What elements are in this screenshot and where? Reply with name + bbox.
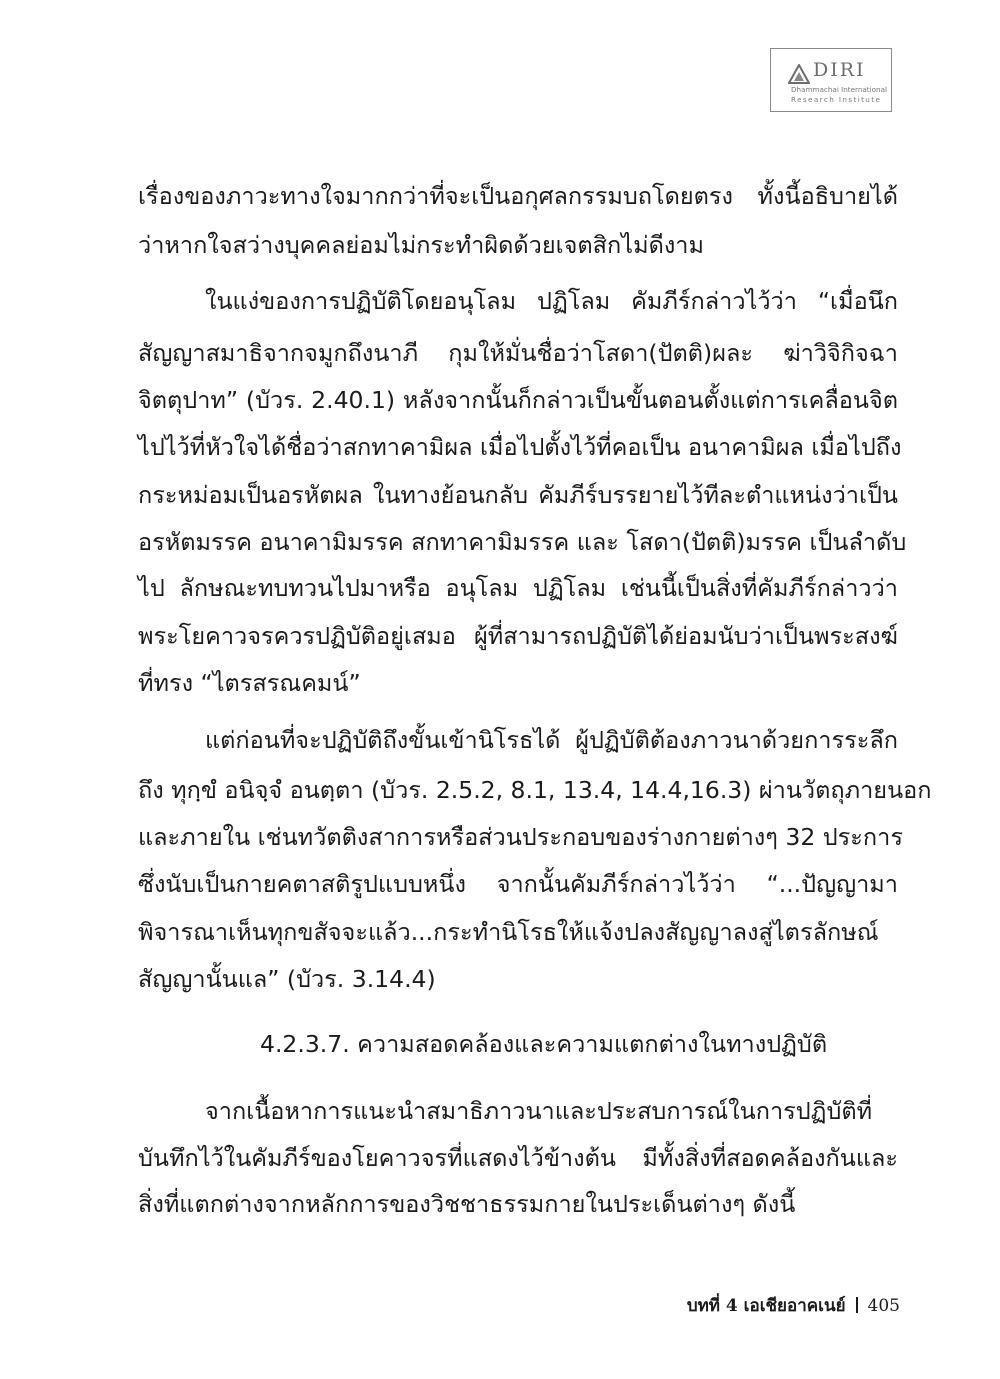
body-line: พระโยคาวจรควรปฏิบัติอยู่เสมอ ผู้ที่สามารถปฏิบัติได้ย่อมนับว่าเป็นพระสงฆ์ — [138, 622, 898, 650]
paragraph-first-line: แต่ก่อนที่จะปฏิบัติถึงขั้นเข้านิโรธได้ ผู้ปฏิบัติต้องภาวนาด้วยการระลึก — [205, 726, 898, 754]
body-line: จิตตุปาท” (บัวร. 2.40.1) หลังจากนั้นก็กล่าวเป็นขั้นตอนตั้งแต่การเคลื่อนจิต — [138, 386, 898, 414]
body-line: พิจารณาเห็นทุกขสัจจะแล้ว...กระทำนิโรธให้แจ้งปลงสัญญาลงสู่ไตรลักษณ์ — [138, 918, 879, 946]
diri-logo — [770, 48, 892, 112]
body-line: บันทึกไว้ในคัมภีร์ของโยคาวจรที่แสดงไว้ข้างต้น มีทั้งสิ่งที่สอดคล้องกันและ — [138, 1144, 898, 1172]
paragraph-first-line: ในแง่ของการปฏิบัติโดยอนุโลม ปฏิโลม คัมภีร์กล่าวไว้ว่า “เมื่อนึก — [205, 287, 898, 315]
page-footer — [687, 1292, 900, 1319]
body-line: ถึง ทุกฺขํ อนิจฺจํ อนตฺตา (บัวร. 2.5.2, 8.1, 13.4, 14.4,16.3) ผ่านวัตถุภายนอก — [138, 776, 932, 804]
body-line: สัญญาสมาธิจากจมูกถึงนาภี กุมให้มั่นชื่อว่าโสดา(ปัตติ)ผละ ฆ่าวิจิกิจฉา — [138, 339, 898, 367]
body-line: ซึ่งนับเป็นกายคตาสติรูปแบบหนึ่ง จากนั้นคัมภีร์กล่าวไว้ว่า “...ปัญญามา — [138, 870, 898, 898]
footer-divider — [856, 1297, 858, 1313]
body-line: อรหัตมรรค อนาคามิมรรค สกทาคามิมรรค และ โสดา(ปัตติ)มรรค เป็นลำดับ — [138, 528, 907, 556]
body-line: และภายใน เช่นทวัตติงสาการหรือส่วนประกอบของร่างกายต่างๆ 32 ประการ — [138, 823, 903, 851]
page-number: 405 — [867, 1296, 900, 1316]
body-line: สิ่งที่แตกต่างจากหลักการของวิชชาธรรมกายในประเด็นต่างๆ ดังนี้ — [138, 1190, 796, 1218]
body-line: เรื่องของภาวะทางใจมากกว่าที่จะเป็นอกุศลกรรมบถโดยตรง ทั้งนี้อธิบายได้ — [138, 182, 898, 210]
chapter-title: บทที่ 4 เอเชียอาคเนย์ — [686, 1296, 846, 1316]
paragraph-first-line: จากเนื้อหาการแนะนำสมาธิภาวนาและประสบการณ์ในการปฏิบัติที่ — [205, 1097, 873, 1125]
section-heading: 4.2.3.7. ความสอดคล้องและความแตกต่างในทางปฏิบัติ — [260, 1030, 828, 1058]
body-line: สัญญานั้นแล” (บัวร. 3.14.4) — [138, 965, 436, 993]
body-line: กระหม่อมเป็นอรหัตผล ในทางย้อนกลับ คัมภีร์บรรยายไว้ทีละตำแหน่งว่าเป็น — [138, 481, 898, 509]
body-line: ว่าหากใจสว่างบุคคลย่อมไม่กระทำผิดด้วยเจตสิกไม่ดีงาม — [138, 231, 704, 259]
body-line: ไป ลักษณะทบทวนไปมาหรือ อนุโลม ปฏิโลม เช่นนี้เป็นสิ่งที่คัมภีร์กล่าวว่า — [138, 574, 898, 602]
body-line: ไปไว้ที่หัวใจได้ชื่อว่าสกทาคามิผล เมื่อไปตั้งไว้ที่คอเป็น อนาคามิผล เมื่อไปถึง — [138, 433, 902, 461]
logo-subtitle-line1: Dhammachai International — [791, 85, 887, 94]
logo-wordmark: DIRI — [813, 59, 866, 81]
logo-subtitle-line2: Research Institute — [791, 95, 882, 104]
triangle-logo-icon — [788, 64, 810, 84]
body-line: ที่ทรง “ไตรสรณคมน์” — [138, 669, 361, 697]
